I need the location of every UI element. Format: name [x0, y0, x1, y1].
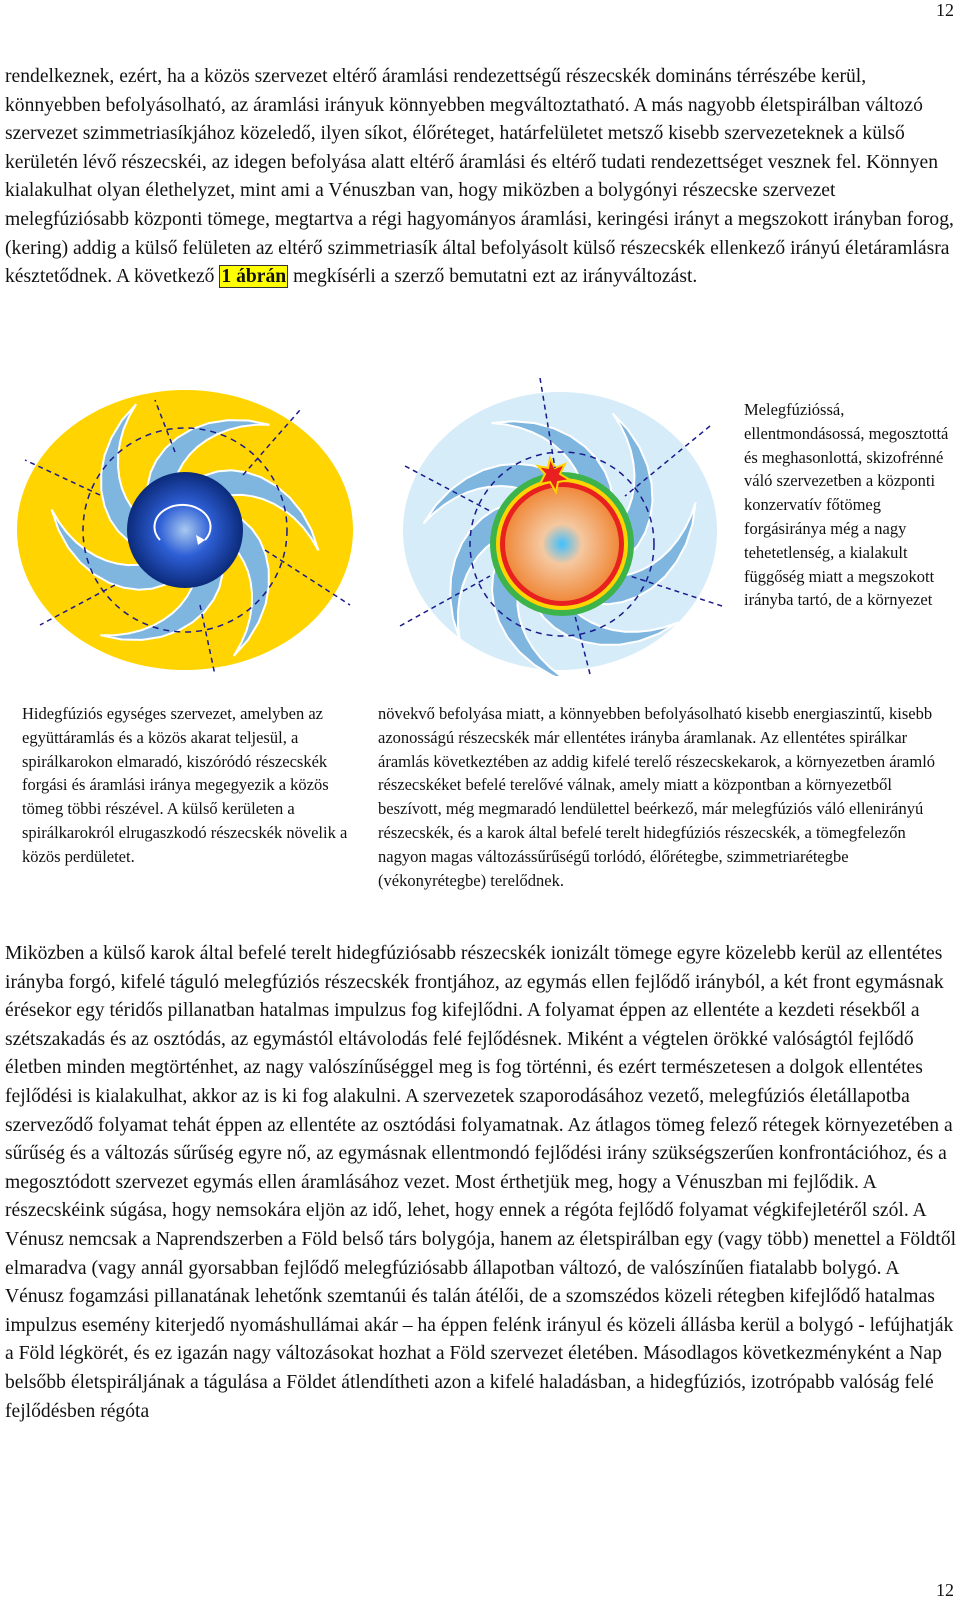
caption-bottom: növekvő befolyása miatt, a könnyebben befolyásolható kisebb energiaszintű, kisebb azonosságú részecskék már ellentétes irányba áramlanak. Az ellentétes spirálkar áramlás következtében az addig kifelé terelő részecskekarok, a környezetben áramló részecskéket befelé terelővé válnak, amely miatt a központban a környezetből beszívott, még megmaradó lendülettel beérkező, már melegfúziós váló ellenirányú részecskék, és a karok által befelé terelt hidegfúziós részecskék, a tömegfelezőn nagyon magas változássűrűségű torlódó, élőrétegbe, szimmetriarétegbe (vékonyrétegbe) terelődnek.	[378, 704, 936, 890]
paragraph-intro	[5, 63, 957, 292]
paragraph-main: Miközben a külső karok által befelé terelt hidegfúziósabb részecskék ionizált tömege egyre közelebb kerül az ellentétes irányba forgó, kifelé táguló melegfúziós részecskék frontjához, az egymás ellen fejlődő irányból, a két front egymásnak érésekor egy téridős pillanatban hatalmas impulzus fog kifejlődni. A folyamat éppen az ellentéte a kezdeti résekből a szétszakadás és az osztódás, az egymástól eltávolodás felé fejlődésnek. Miként a végtelen örökké valóságtól fejlődő életben minden megtörténhet, az nagy valószínűséggel meg is fog történni, és ezért természetesen a dolgok ellentétes fejlődési is kialakulhat, akkor az is ki fog alakulni. A szervezetek szaporodásához vezető, melegfúziós életállapotba szerveződő folyamat tehát éppen az ellentéte az osztódási folyamatnak. Az átlagos tömeg felező rétegek környezetében a sűrűség és a változás sűrűség egyre nő, az egymásnak ellentmondó fejlődési irány szükségszerűen konfrontációhoz, és a megosztódott szervezet egymás ellen áramlásához vezet. Most érthetjük meg, hogy a Vénuszban mi fejlődik. A részecskéink súgása, hogy nemsokára eljön az idő, lehet, hogy ennek a régóta fejlődő folyamat végkifejletéről szól. A Vénusz nemcsak a Naprendszerben a Föld belső társ bolygója, hanem az életspirálban egy (vagy több) menettel a Földtől elmaradva (vagy annál gyorsabban fejlődő melegfúziósabb állapotban változó, de valószínűen fiatalabb bolygó. A Vénusz fogamzási pillanatának lehetőnk szemtanúi és talán átélői, de a szomszédos közeli rétegben kifejlődő hatalmas impulzus esemény kiterjedő nyomáshullámai akár – ha éppen felénk irányul és közeli állásba kerül a bolygó - lefújhatják a Föld légkörét, és ez igazán nagy változásokat hozhat a Föld szervezet életében. Másodlagos következményként a Nap belsőbb életspiráljának a tágulása a Földet átlendítheti azon a kifelé haladásban, a hidegfúziós, izotrópabb valóság felé fejlődésben régóta	[5, 943, 957, 1422]
paragraph-intro-tail: megkísérli a szerző bemutatni ezt az irányváltozást.	[288, 266, 698, 288]
paragraph-intro-text: rendelkeznek, ezért, ha a közös szervezet eltérő áramlási rendezettségű részecskék domináns térrészébe kerül, könnyebben befolyásolható, az áramlási irányuk könnyebben megváltoztatható. A más nagyobb életspirálban változó szervezet szimmetriasíkjához közeledő, ilyen síkot, élőréteget, határfelületet metsző kisebb szervezeteknek a külső kerületén lévő részecskéi, az idegen befolyása alatt eltérő áramlási és eltérő tudati rendezettséget vesznek fel. Könnyen kialakulhat olyan élethelyzet, mint ami a Vénuszban van, hogy miközben a bolygónyi részecske szervezet melegfúziósabb központi tömege, megtartva a régi hagyományos áramlási, keringési irányt a megszokott irányban forog, (kering) addig a külső felületen az eltérő szimmetriasík által befolyásolt külső részecskék ellenkező irányú életáramlásra késztetődnek. A következő	[5, 66, 954, 288]
orange-core	[505, 487, 619, 601]
page-number-top: 12	[936, 0, 954, 20]
caption-left: Hidegfúziós egységes szervezet, amelyben az együttáramlás és a közös akarat teljesül, a spirálkarokon elmaradó, kiszóródó részecskék forgási és áramlási iránya megegyezik a közös tömeg többi részével. A külső kerületen a spirálkarokról elrugaszkodó részecskék növelik a közös perdületet.	[22, 704, 348, 866]
dark-core	[127, 472, 243, 588]
figure-reference-highlight: 1 ábrán	[221, 266, 287, 288]
caption-right: Melegfúzióssá, ellentmondásossá, megosztottá és meghasonlottá, skizofrénné váló szervezetben a központi konzervatív főtömeg forgásiránya még a nagy tehetetlenség, a kialakult függőség miatt a megszokott irányba tartó, de a környezet	[744, 400, 949, 610]
figure-left-cold-fusion-spiral	[0, 390, 380, 690]
figure-right-warm-fusion-spiral	[390, 376, 730, 676]
page-number-bottom: 12	[936, 1580, 954, 1600]
